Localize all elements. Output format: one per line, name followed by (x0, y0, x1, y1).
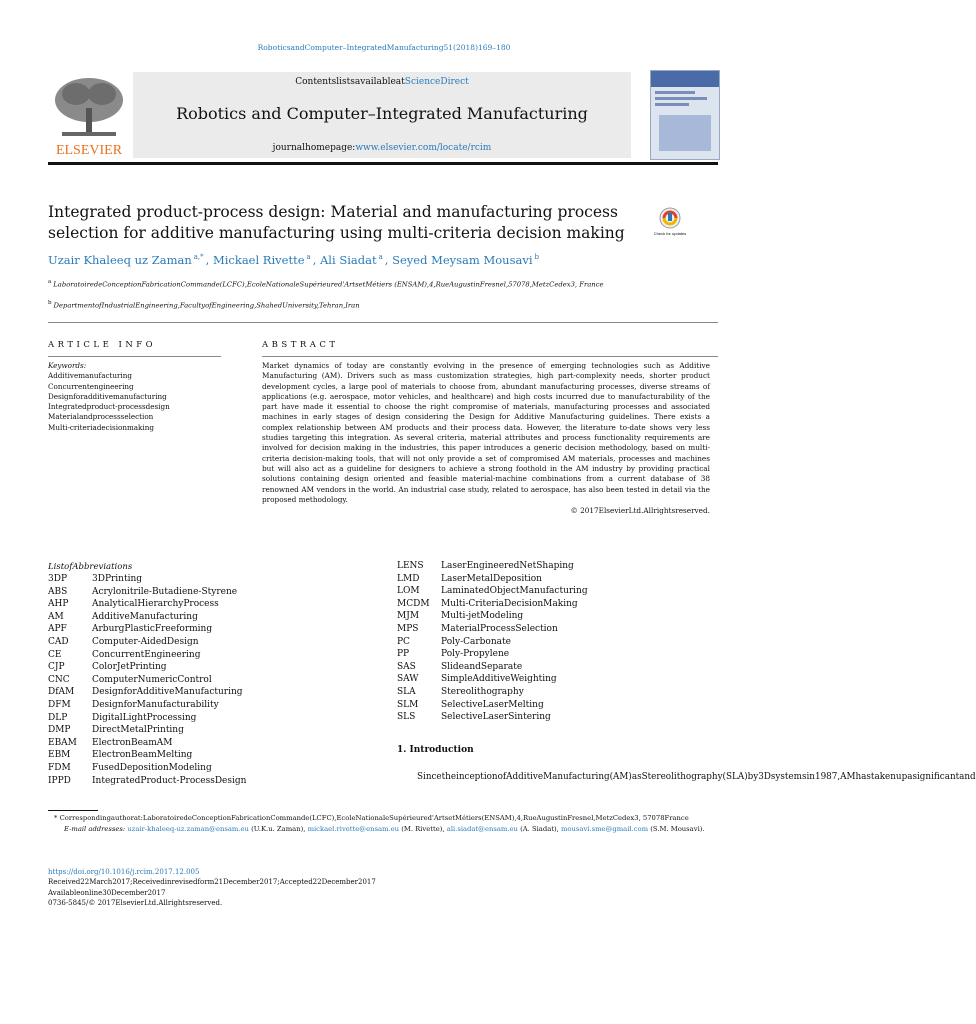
abbreviation-term: LMD (397, 573, 420, 584)
keyword-item: Multi-criteriadecisionmaking (48, 422, 154, 432)
abbreviation-definition: ComputerNumericControl (92, 674, 212, 685)
abstract-text: Market dynamics of today are constantly evolving in the presence of emerging technologies such as Additive Manufacturing (AM). Drivers such as mass customization strategies, high part-complexity needs, shorter product development cycles, a large pool of materials to choose from, abundant manufacturing processes, diverse streams of applications (e.g. aerospace, motor vehicles, and healthcare) and high costs incurred due to manufacturability of the part have made it essential to choose the right compromise of materials, manufacturing processes and associated machines in early stages of design considering the Design for Additive Manufacturing guidelines. There exists a complex relationship between AM products and their process data. However, the literature to-date shows very less studies targeting this integration. As several criteria, material attributes and process functionality requirements are involved for decision making in the industries, this paper introduces a generic decision methodology, based on multi-criteria decision-making tools, that will not only provide a set of compromised AM materials, processes and machines but will also act as a guideline for designers to achieve a strong foothold in the AM industry by providing practical solutions containing design oriented and feasible material-machine combinations from a current database of 38 renowned AM vendors in the world. An industrial case study, related to aerospace, has also been tested in detail via the proposed methodology. (262, 361, 710, 504)
abbreviation-row (48, 737, 348, 750)
abbreviation-row (48, 724, 348, 737)
abbreviation-definition: ArburgPlasticFreeforming (92, 624, 213, 635)
abbreviation-definition: DesignforAdditiveManufacturing (92, 687, 243, 698)
abbreviation-definition: Computer-AidedDesign (92, 636, 199, 647)
abbreviation-definition: MaterialProcessSelection (441, 623, 558, 634)
abbreviation-row (397, 560, 710, 573)
abbreviation-row (397, 661, 710, 674)
abbreviation-row (48, 573, 348, 586)
received-dates: Received22March2017;Receivedinrevisedform21December2017;Accepted22December2017 (48, 878, 376, 887)
abbreviation-row (397, 711, 710, 724)
abbreviation-definition: Multi-CriteriaDecisionMaking (441, 598, 578, 609)
journal-homepage-line: journalhomepage:www.elsevier.com/locate/rcim (272, 143, 492, 153)
abbreviation-definition: AdditiveManufacturing (92, 611, 198, 622)
abbreviation-term: DMP (48, 725, 71, 736)
elsevier-logo (48, 70, 130, 158)
abbreviation-term: CE (48, 649, 62, 660)
author-list: Uzair Khaleeq uz Zaman $^{a,*}$ , Mickael Rivette $^a$ , Ali Siadat $^a$ , Seyed Meysam Mousavi $^b$ (48, 253, 539, 267)
abbreviation-term: MPS (397, 623, 419, 634)
abbreviation-row (48, 586, 348, 599)
abbreviation-definition: SlideandSeparate (441, 661, 523, 672)
abbreviation-row (48, 661, 348, 674)
abbreviation-definition: ColorJetPrinting (92, 662, 167, 673)
email-link[interactable]: mousavi.sme@gmail.com (560, 825, 649, 833)
abbreviation-definition: ElectronBeamMelting (92, 750, 193, 761)
abbreviation-term: MCDM (397, 598, 430, 609)
abbreviation-term: FDM (48, 762, 71, 773)
abstract-heading: ABSTRACT (262, 340, 339, 350)
elsevier-tree-icon (48, 70, 130, 158)
abbreviation-definition: Acrylonitrile-Butadiene-Styrene (92, 586, 238, 597)
abstract-rule (262, 356, 718, 357)
abbreviation-row (397, 648, 710, 661)
abbreviation-row (48, 749, 348, 762)
affiliation-b: $^b$ DepartmentofIndustrialEngineering,FacultyofEngineering,ShahedUniversity,Tehran,Iran (48, 300, 360, 310)
abbreviation-definition: AnalyticalHierarchyProcess (92, 599, 219, 610)
issn-rights: 0736-5845/© 2017ElsevierLtd.Allrightsreserved. (48, 899, 223, 908)
abbreviation-term: DfAM (48, 687, 75, 698)
abbreviation-term: SLS (397, 712, 416, 723)
abbreviation-definition: SimpleAdditiveWeighting (441, 674, 557, 685)
header-rule (48, 162, 718, 165)
email-addresses: E-mail addresses: uzair-khaleeq-uz.zaman@ensam.eu (U.K.u. Zaman), mickael.rivette@ensam.eu (M. Rivette), ali.siadat@ensam.eu (A. Siadat), mousavi.sme@gmail.com (S.M. Mousavi). (64, 825, 705, 833)
abbreviation-term: DFM (48, 699, 71, 710)
abbreviation-definition: LaserMetalDeposition (441, 573, 542, 584)
abbreviation-definition: FusedDepositionModeling (92, 762, 212, 773)
abbreviation-term: ABS (48, 586, 68, 597)
keywords-block (48, 361, 223, 433)
abbreviation-definition: LaserEngineeredNetShaping (441, 561, 574, 571)
check-updates-label: Check for updates (653, 231, 687, 236)
article-info-rule (48, 356, 221, 357)
email-link[interactable]: ali.siadat@ensam.eu (446, 825, 518, 833)
abbreviation-term: AM (48, 611, 64, 622)
keyword-item: Materialandprocessselection (48, 412, 154, 422)
abbreviation-term: CJP (48, 662, 65, 673)
abstract-copyright: © 2017ElsevierLtd.Allrightsreserved. (570, 506, 710, 516)
corresponding-author-note: * Correspondingauthorat:LaboratoiredeConceptionFabricationCommande(LCFC),EcoleNationaleSupérieured'ArtsetMétiers(ENSAM),4,RueAugustinFresnel,MetzCedex3, 57078France (54, 814, 689, 822)
keywords-label: Keywords: (48, 361, 87, 370)
article-title: Integrated product-process design: Material and manufacturing process selection for additive manufacturing using multi-criteria decision making (48, 203, 625, 242)
abbreviation-term: PP (397, 649, 410, 660)
abbreviations-left-column (48, 573, 348, 787)
keyword-item: Integratedproduct-processdesign (48, 402, 170, 412)
author-name[interactable]: Ali Siadat (320, 253, 377, 267)
footnotes (48, 813, 708, 835)
abbreviation-row (397, 585, 710, 598)
abbreviation-row (48, 712, 348, 725)
abbreviation-definition: Stereolithography (441, 686, 524, 697)
affiliation-rule (48, 322, 718, 323)
abbreviation-term: MJM (397, 611, 420, 622)
keyword-item: Additivemanufacturing (48, 371, 133, 381)
abbreviation-row (48, 649, 348, 662)
affiliation-a: $^a$ LaboratoiredeConceptionFabricationCommande(LCFC),EcoleNationaleSupérieured'ArtsetMétiers (ENSAM),4,RueAugustinFresnel,57078,MetzCedex3, France (48, 279, 604, 289)
check-for-updates-badge[interactable] (651, 205, 689, 239)
abbreviation-row (397, 598, 710, 611)
abbreviation-definition: DigitalLightProcessing (92, 712, 197, 723)
article-meta (48, 867, 548, 909)
abstract-body (262, 361, 710, 516)
author-name[interactable]: Seyed Meysam Mousavi (392, 253, 533, 267)
abbreviations-title: ListofAbbreviations (48, 562, 133, 572)
abbreviation-row (48, 775, 348, 788)
keyword-item: Concurrentengineering (48, 381, 134, 391)
abbreviation-definition: DirectMetalPrinting (92, 725, 184, 736)
abbreviation-row (48, 699, 348, 712)
abbreviation-definition: SelectiveLaserSintering (441, 712, 551, 723)
abbreviation-definition: Poly-Carbonate (441, 636, 511, 647)
abbreviation-row (397, 699, 710, 712)
abbreviation-row (48, 686, 348, 699)
abbreviation-term: SAW (397, 674, 419, 685)
author-name[interactable]: Mickael Rivette (212, 253, 305, 267)
abbreviation-term: CAD (48, 636, 69, 647)
abbreviation-term: EBAM (48, 737, 77, 748)
abbreviation-row (397, 623, 710, 636)
abbreviation-term: IPPD (48, 775, 71, 786)
abbreviation-row (397, 573, 710, 586)
abbreviation-definition: DesignforManufacturability (92, 699, 219, 710)
abbreviation-row (48, 762, 348, 775)
abbreviation-definition: Poly-Propylene (441, 649, 510, 660)
abbreviation-term: SAS (397, 661, 416, 672)
abbreviation-row (48, 611, 348, 624)
abbreviation-term: LENS (397, 561, 424, 571)
abbreviation-row (397, 686, 710, 699)
abbreviation-row (48, 636, 348, 649)
abbreviation-definition: IntegratedProduct-ProcessDesign (92, 775, 247, 786)
email-link[interactable]: uzair-khaleeq-uz.zaman@ensam.eu (127, 825, 249, 833)
abbreviation-term: 3DP (48, 574, 67, 584)
abbreviation-row (397, 610, 710, 623)
abbreviation-definition: ElectronBeamAM (92, 737, 173, 748)
author-name[interactable]: Uzair Khaleeq uz Zaman (48, 253, 192, 267)
abbreviation-term: SLM (397, 699, 419, 710)
abbreviation-row (48, 598, 348, 611)
abbreviations-right-column (397, 560, 710, 724)
abbreviation-definition: SelectiveLaserMelting (441, 699, 544, 710)
citation-line[interactable]: RoboticsandComputer–IntegratedManufacturing51(2018)169–180 (257, 43, 511, 52)
journal-cover-image (650, 70, 720, 160)
journal-title: Robotics and Computer–Integrated Manufacturing (176, 104, 588, 123)
article-info-heading: ARTICLE INFO (48, 340, 157, 350)
abbreviation-row (397, 673, 710, 686)
journal-homepage-link[interactable]: www.elsevier.com/locate/rcim (355, 143, 492, 153)
abbreviation-term: AHP (48, 599, 69, 610)
abbreviation-definition: 3DPrinting (92, 574, 143, 584)
abbreviation-term: EBM (48, 750, 71, 761)
footnote-rule (48, 810, 98, 811)
available-online: Availableonline30December2017 (48, 888, 166, 897)
abbreviation-row (397, 636, 710, 649)
doi-link[interactable]: https://doi.org/10.1016/j.rcim.2017.12.005 (48, 868, 200, 876)
abbreviation-term: CNC (48, 674, 70, 685)
abbreviation-term: DLP (48, 712, 68, 723)
abbreviation-definition: LaminatedObjectManufacturing (441, 586, 588, 597)
abbreviation-row (48, 674, 348, 687)
abbreviation-definition: Multi-jetModeling (441, 611, 524, 622)
abbreviation-definition: ConcurrentEngineering (92, 649, 201, 660)
email-link[interactable]: mickael.rivette@ensam.eu (307, 825, 400, 833)
elsevier-wordmark: ELSEVIER (55, 143, 123, 158)
introduction-heading: 1. Introduction (397, 745, 474, 755)
abbreviation-term: SLA (397, 686, 416, 697)
abbreviation-term: PC (397, 636, 410, 647)
abbreviation-term: LOM (397, 586, 420, 597)
keyword-item: Designforadditivemanufacturing (48, 391, 167, 401)
sciencedirect-link[interactable]: ScienceDirect (404, 77, 469, 87)
abbreviation-term: APF (48, 624, 67, 635)
abbreviation-row (48, 623, 348, 636)
contents-list-line: ContentslistsavailableatScienceDirect (295, 77, 469, 87)
introduction-text: SincetheinceptionofAdditiveManufacturing(AM)asStereolithography(SLA)by3Dsystemsin1987,AMhastakenupasignificantand (417, 772, 976, 782)
